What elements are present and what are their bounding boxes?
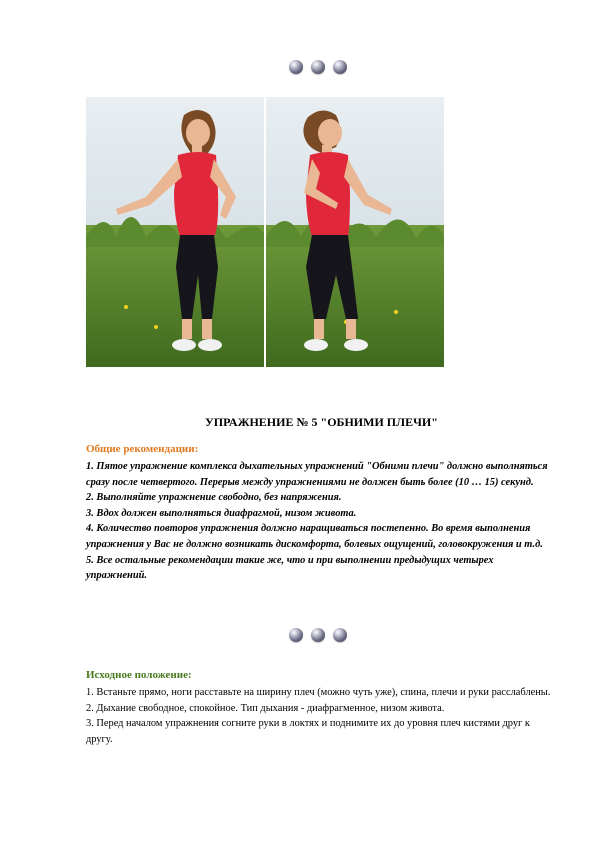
dot-icon [333,60,347,74]
recommendations-heading: Общие рекомендации: [86,443,199,455]
list-item: 3. Вдох должен выполняться диафрагмой, низом живота. [86,507,357,519]
decorative-dots-middle [289,628,347,642]
list-item: 1. Пятое упражнение комплекса дыхательных упражнений "Обними плечи" должно выполняться сразу после четвертого. Перерыв между упражнениями не должен быть более (10 … 15) секунд. [86,461,548,488]
dot-icon [333,628,347,642]
recommendations-list [86,459,551,584]
list-item: 2. Дыхание свободное, спокойное. Тип дыхания - диафрагменное, низом живота. [86,702,445,714]
dot-icon [289,60,303,74]
dot-icon [311,60,325,74]
starting-position-heading: Исходное положение: [86,669,192,681]
list-item: 1. Встаньте прямо, ноги расставьте на ширину плеч (можно чуть уже), спина, плечи и руки расслаблены. [86,687,551,698]
exercise-photo [86,97,444,367]
decorative-dots-top [289,60,347,74]
starting-position-list [86,685,551,747]
list-item: 5. Все остальные рекомендации такие же, что и при выполнении предыдущих четырех упражнений. [86,554,494,582]
list-item: 2. Выполняйте упражнение свободно, без напряжения. [86,492,342,504]
list-item: 4. Количество повторов упражнения должно наращиваться постепенно. Во время выполнения упражнения у Вас не должно возникать дискомфорта, болевых ощущений, головокружения и т.д. [86,523,543,550]
page-title: УПРАЖНЕНИЕ № 5 "ОБНИМИ ПЛЕЧИ" [205,415,438,429]
dot-icon [311,628,325,642]
list-item: 3. Перед началом упражнения согните руки в локтях и поднимите их до уровня плеч кистями друг к другу. [86,718,530,745]
dot-icon [289,628,303,642]
